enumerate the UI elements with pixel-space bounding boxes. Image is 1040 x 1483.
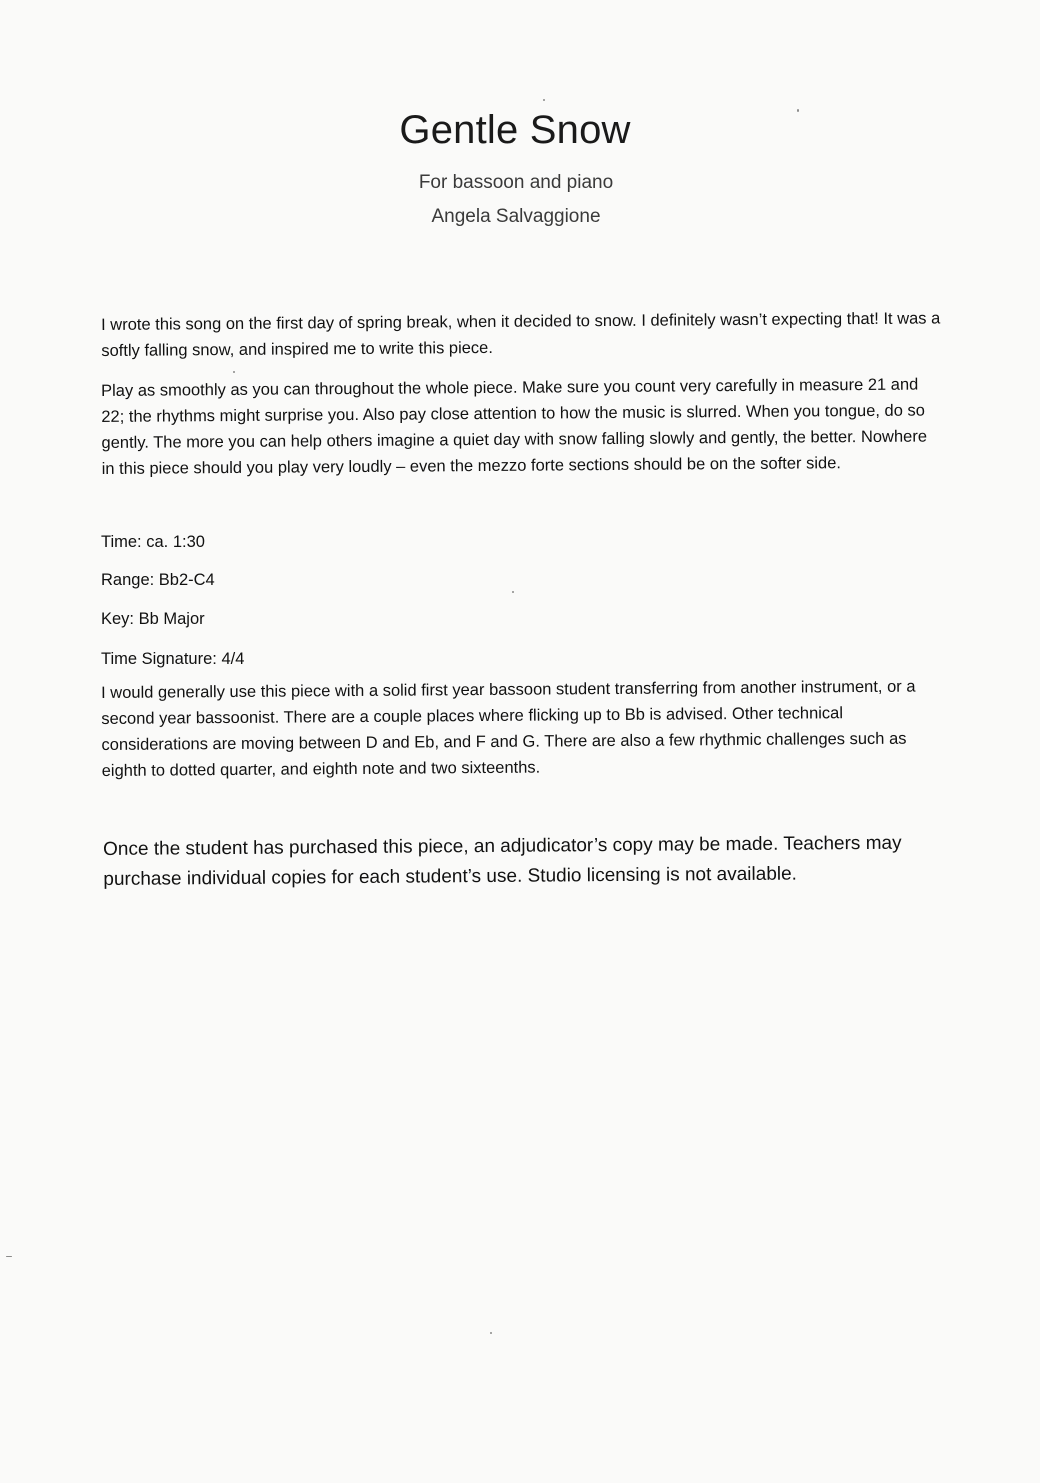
- spec-key: Key: Bb Major: [101, 610, 205, 628]
- licensing-notice: Once the student has purchased this piece, an adjudicator’s copy may be made. Teachers may purchase individual copies for each student’s use. Studio licensing is not available.: [103, 832, 902, 890]
- scan-speck: [233, 371, 235, 373]
- page-title: Gentle Snow: [399, 108, 631, 152]
- performance-notes-paragraph: Play as smoothly as you can throughout the whole piece. Make sure you count very carefully in measure 21 and 22; the rhythms might surprise you. Also pay close attention to how the music is slurred. When you tongue, do so gently. The more you can help others imagine a quiet day with snow falling slowly and gently, the better. Nowhere in this piece should you play very loudly – even the mezzo forte sections should be on the softer side.: [101, 375, 928, 478]
- scan-speck: [490, 1332, 492, 1334]
- intro-paragraph: I wrote this song on the first day of spring break, when it decided to snow. I definitely wasn’t expecting that! It was a softly falling snow, and inspired me to write this piece.: [101, 309, 941, 360]
- composer-name: Angela Salvaggione: [431, 206, 601, 227]
- scan-speck: [797, 109, 799, 112]
- scan-speck: [6, 1256, 12, 1257]
- teaching-notes-paragraph: I would generally use this piece with a solid first year bassoon student transferring from another instrument, or a second year bassoonist. There are a couple places where flicking up to Bb is advised. Other technical considerations are moving between D and Eb, and F and G. There are also a few rhythmic challenges such as eighth to dotted quarter, and eighth note and two sixteenths.: [101, 677, 916, 780]
- scan-speck: [543, 99, 545, 101]
- spec-range: Range: Bb2-C4: [101, 571, 215, 589]
- spec-time: Time: ca. 1:30: [101, 533, 205, 551]
- subtitle: For bassoon and piano: [418, 172, 614, 193]
- scan-speck: [512, 591, 514, 593]
- spec-time-signature: Time Signature: 4/4: [101, 650, 245, 668]
